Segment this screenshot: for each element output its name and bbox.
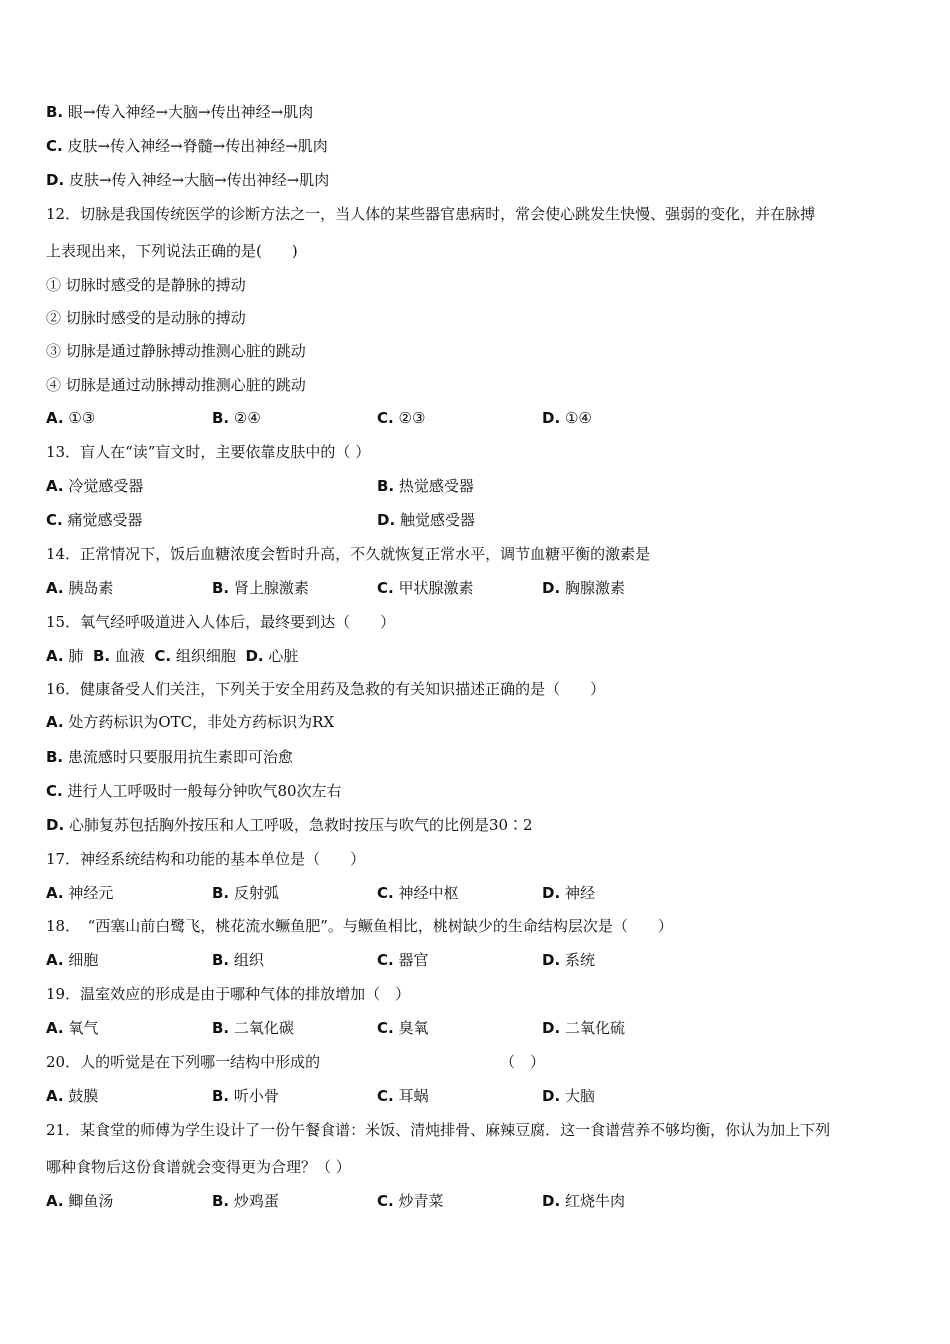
option-label: D.: [46, 816, 65, 834]
option-text: 肺: [68, 647, 84, 665]
option-label: A.: [46, 951, 64, 969]
q21-stem-line2: 哪种食物后这份食谱就会变得更为合理？（ ）: [46, 1158, 351, 1176]
option-label: D.: [542, 1019, 561, 1037]
q13-option-a: [46, 476, 143, 496]
q21-option-b: [212, 1191, 279, 1211]
option-text: 神经元: [68, 884, 114, 902]
option-label: A.: [46, 477, 64, 495]
option-text: 胰岛素: [68, 579, 114, 597]
option-text: 反射弧: [233, 884, 279, 902]
option-label: C.: [46, 782, 63, 800]
q11-option-b: [46, 102, 313, 122]
option-text: 系统: [564, 951, 595, 969]
q20-option-a: [46, 1086, 98, 1106]
q12-statement-3: ③ 切脉是通过静脉搏动推测心脏的跳动: [46, 342, 306, 360]
option-label: D.: [377, 511, 396, 529]
option-text: 鼓膜: [68, 1087, 99, 1105]
option-label: C.: [377, 1192, 394, 1210]
option-label: B.: [212, 579, 230, 597]
q12-option-b: [212, 408, 261, 428]
option-text: 神经: [564, 884, 595, 902]
option-label: B.: [377, 477, 395, 495]
option-text: 炒青菜: [398, 1192, 444, 1210]
option-label: C.: [377, 1087, 394, 1105]
q20-option-b: [212, 1086, 279, 1106]
q20-option-d: [542, 1086, 595, 1106]
option-label: D.: [46, 171, 65, 189]
q11-option-d: [46, 170, 329, 190]
q21-option-d: [542, 1191, 625, 1211]
q13-option-b: [377, 476, 474, 496]
q12-statement-2: ② 切脉时感受的是动脉的搏动: [46, 309, 246, 327]
option-text: 热觉感受器: [398, 477, 474, 495]
q15-options-inline: [46, 646, 298, 666]
option-label: D.: [542, 951, 561, 969]
option-label: B.: [46, 103, 64, 121]
option-text: 鲫鱼汤: [68, 1192, 114, 1210]
option-label: B.: [212, 1019, 230, 1037]
q12-stem-line1: 12．切脉是我国传统医学的诊断方法之一，当人体的某些器官患病时，常会使心跳发生快慢、强弱的变化，并在脉搏: [46, 205, 816, 223]
option-text: 肾上腺激素: [233, 579, 309, 597]
option-text: 耳蜗: [398, 1087, 429, 1105]
q20-answer-paren: （ ）: [500, 1053, 546, 1071]
option-text: 臭氧: [398, 1019, 429, 1037]
option-text: 组织细胞: [175, 647, 236, 665]
option-text: 眼→传入神经→大脑→传出神经→肌肉: [67, 103, 314, 121]
option-label: D.: [542, 884, 561, 902]
option-label: C.: [46, 511, 63, 529]
option-text: 大脑: [564, 1087, 595, 1105]
option-text: ②③: [398, 409, 426, 427]
option-label: C.: [377, 951, 394, 969]
option-label: A.: [46, 1087, 64, 1105]
q12-option-a: [46, 408, 95, 428]
option-text: 胸腺激素: [564, 579, 625, 597]
q12-statement-1: ① 切脉时感受的是静脉的搏动: [46, 276, 246, 294]
option-text: ①④: [564, 409, 592, 427]
q13-option-d: [377, 510, 475, 530]
option-label: B.: [212, 1087, 230, 1105]
q14-option-c: [377, 578, 474, 598]
option-label: D.: [542, 579, 561, 597]
q12-option-c: [377, 408, 425, 428]
q16-option-d: [46, 815, 533, 835]
option-text: 痛觉感受器: [67, 511, 143, 529]
option-label: A.: [46, 409, 64, 427]
option-label: B.: [46, 748, 64, 766]
q18-option-a: [46, 950, 98, 970]
q14-stem: 14．正常情况下，饭后血糖浓度会暂时升高，不久就恢复正常水平，调节血糖平衡的激素是: [46, 545, 651, 563]
option-text: 甲状腺激素: [398, 579, 474, 597]
option-label: B.: [212, 409, 230, 427]
option-text: 血液: [114, 647, 145, 665]
option-label: D.: [542, 1087, 561, 1105]
q18-option-c: [377, 950, 429, 970]
option-label: D.: [542, 1192, 561, 1210]
option-text: 细胞: [68, 951, 99, 969]
q13-stem: 13．盲人在“读”盲文时，主要依靠皮肤中的（ ）: [46, 443, 371, 461]
q17-option-c: [377, 883, 459, 903]
q16-option-c: [46, 781, 342, 801]
option-text: 触觉感受器: [399, 511, 475, 529]
option-label: A.: [46, 713, 64, 731]
q20-option-c: [377, 1086, 429, 1106]
option-label: A.: [46, 579, 64, 597]
option-label: A.: [46, 884, 64, 902]
q18-option-d: [542, 950, 595, 970]
option-label: B.: [212, 1192, 230, 1210]
option-text: 神经中枢: [398, 884, 459, 902]
q19-option-d: [542, 1018, 625, 1038]
q18-option-b: [212, 950, 264, 970]
q16-option-b: [46, 747, 293, 767]
option-label: C.: [154, 647, 172, 665]
option-text: 炒鸡蛋: [233, 1192, 279, 1210]
option-text: 二氧化硫: [564, 1019, 625, 1037]
q19-option-a: [46, 1018, 98, 1038]
q21-option-c: [377, 1191, 444, 1211]
option-text: 皮肤→传入神经→大脑→传出神经→肌肉: [68, 171, 330, 189]
q17-stem: 17．神经系统结构和功能的基本单位是（ ）: [46, 850, 366, 868]
option-text: 二氧化碳: [233, 1019, 294, 1037]
option-label: A.: [46, 1192, 64, 1210]
q11-option-c: [46, 136, 328, 156]
q12-option-d: [542, 408, 592, 428]
option-text: ①③: [68, 409, 96, 427]
q12-stem-line2: 上表现出来，下列说法正确的是( ): [46, 242, 298, 260]
q14-option-d: [542, 578, 625, 598]
option-text: 进行人工呼吸时一般每分钟吹气80次左右: [67, 782, 342, 800]
option-label: A.: [46, 647, 64, 665]
option-label: C.: [377, 409, 394, 427]
q17-option-b: [212, 883, 279, 903]
q16-option-a: [46, 712, 334, 732]
q21-stem-line1: 21．某食堂的师傅为学生设计了一份午餐食谱：米饭、清炖排骨、麻辣豆腐．这一食谱营养不够均衡，你认为加上下列: [46, 1121, 831, 1139]
q17-option-a: [46, 883, 113, 903]
q19-option-c: [377, 1018, 429, 1038]
q19-stem: 19．温室效应的形成是由于哪种气体的排放增加（ ）: [46, 985, 411, 1003]
q15-stem: 15．氧气经呼吸道进入人体后，最终要到达（ ）: [46, 613, 396, 631]
q17-option-d: [542, 883, 595, 903]
option-label: D.: [245, 647, 264, 665]
option-label: C.: [377, 884, 394, 902]
q21-option-a: [46, 1191, 113, 1211]
option-text: 听小骨: [233, 1087, 279, 1105]
q18-stem: 18． “西塞山前白鹭飞，桃花流水鳜鱼肥”。与鳜鱼相比，桃树缺少的生命结构层次是（ ）: [46, 917, 673, 935]
option-text: 冷觉感受器: [68, 477, 144, 495]
q14-option-b: [212, 578, 309, 598]
option-text: 器官: [398, 951, 429, 969]
option-label: D.: [542, 409, 561, 427]
option-label: B.: [212, 884, 230, 902]
q16-stem: 16．健康备受人们关注，下列关于安全用药及急救的有关知识描述正确的是（ ）: [46, 680, 606, 698]
option-label: C.: [46, 137, 63, 155]
option-label: B.: [212, 951, 230, 969]
option-text: 皮肤→传入神经→脊髓→传出神经→肌肉: [67, 137, 328, 155]
option-label: C.: [377, 1019, 394, 1037]
q19-option-b: [212, 1018, 294, 1038]
option-text: 组织: [233, 951, 264, 969]
q20-stem: 20．人的听觉是在下列哪一结构中形成的: [46, 1053, 321, 1071]
q12-statement-4: ④ 切脉是通过动脉搏动推测心脏的跳动: [46, 376, 306, 394]
option-text: 心肺复苏包括胸外按压和人工呼吸，急救时按压与吹气的比例是30∶2: [68, 816, 533, 834]
option-text: 红烧牛肉: [564, 1192, 625, 1210]
q13-option-c: [46, 510, 143, 530]
option-label: C.: [377, 579, 394, 597]
option-text: 氧气: [68, 1019, 99, 1037]
option-text: ②④: [233, 409, 261, 427]
q14-option-a: [46, 578, 113, 598]
option-text: 患流感时只要服用抗生素即可治愈: [67, 748, 293, 766]
option-label: B.: [92, 647, 111, 665]
option-label: A.: [46, 1019, 64, 1037]
option-text: 处方药标识为OTC，非处方药标识为RX: [68, 713, 335, 731]
option-text: 心脏: [268, 647, 299, 665]
